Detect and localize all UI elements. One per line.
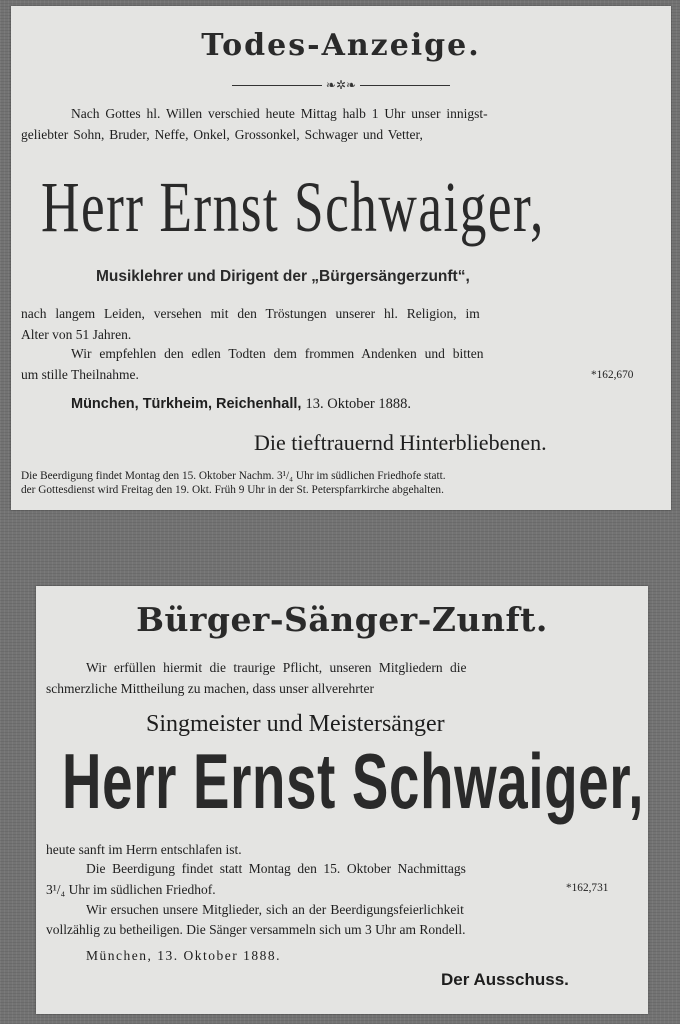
intro-line-2: schmerzliche Mittheilung zu machen, dass unser allverehrter [46,681,375,696]
reference-number: *162,670 [591,369,634,381]
body-line-2: Alter von 51 Jahren. [21,327,132,342]
notice-title: Bürger-Sänger-Zunft. [136,600,548,639]
body-line-1: heute sanft im Herrn entschlafen ist. [46,842,242,857]
divider-line-right [360,85,450,86]
body-line-4: um stille Theilnahme. [21,367,139,382]
deceased-role: Singmeister und Meistersänger [146,711,445,737]
death-notice-singers-guild [36,586,648,1014]
funeral-line-2: der Gottesdienst wird Freitag den 19. Okt. Früh 9 Uhr in der St. Peterspfarrkirche abgehalten. [21,484,444,496]
notice-title: Todes-Anzeige. [201,28,481,63]
notice-date: 13. Oktober 1888. [305,396,411,412]
intro-line-1: Wir erfüllen hiermit die traurige Pflicht, unseren Mitgliedern die [86,660,467,675]
ornament-icon: ❧✲❧ [325,78,357,92]
mourners-signature: Die tieftrauernd Hinterbliebenen. [254,430,547,455]
death-notice-family [11,6,671,510]
deceased-profession: Musiklehrer und Dirigent der „Bürgersängerzunft“, [96,268,470,285]
reference-number: *162,731 [566,882,609,894]
body-line-3: 3¹/₄ Uhr im südlichen Friedhof. [46,882,216,897]
body-line-5: vollzählig zu betheiligen. Die Sänger versammeln sich um 3 Uhr am Rondell. [46,922,466,937]
body-line-3: Wir empfehlen den edlen Todten dem frommen Andenken und bitten [71,346,484,361]
signoff: Der Ausschuss. [441,970,569,989]
ornament-divider [11,78,671,92]
intro-line-1: Nach Gottes hl. Willen verschied heute Mittag halb 1 Uhr unser innigst- [71,106,488,121]
deceased-name: Herr Ernst Schwaiger, [41,167,545,247]
funeral-line-1: Die Beerdigung findet Montag den 15. Oktober Nachm. 3¹/₄ Uhr im südlichen Friedhofe statt. [21,470,446,482]
intro-line-2: geliebter Sohn, Bruder, Neffe, Onkel, Grossonkel, Schwager und Vetter, [21,127,423,142]
deceased-name: Herr Ernst Schwaiger, [62,737,645,825]
body-line-1: nach langem Leiden, versehen mit den Tröstungen unserer hl. Religion, im [21,306,480,321]
body-line-4: Wir ersuchen unsere Mitglieder, sich an der Beerdigungsfeierlichkeit [86,902,464,917]
body-line-2: Die Beerdigung findet statt Montag den 15. Oktober Nachmittags [86,861,466,876]
place-date: München, 13. Oktober 1888. [86,948,281,963]
place-date-line [71,396,411,413]
divider-line-left [232,85,322,86]
places: München, Türkheim, Reichenhall, [71,396,302,412]
